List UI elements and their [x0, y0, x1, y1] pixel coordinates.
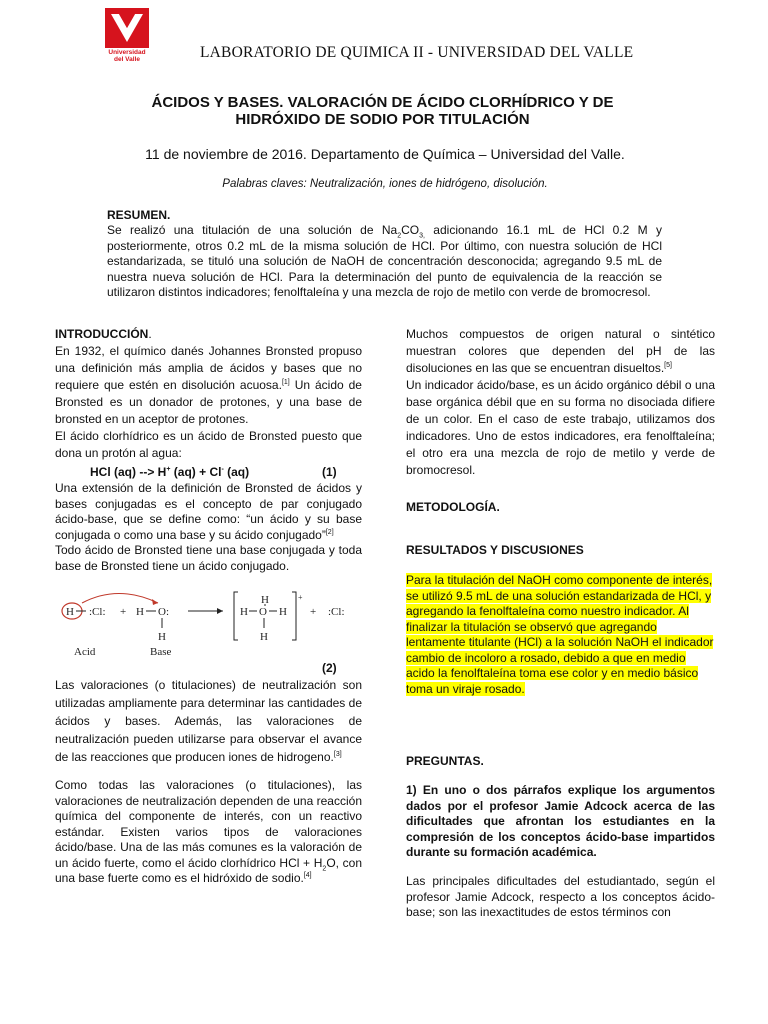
results-paragraph: [406, 573, 715, 697]
abstract-heading: RESUMEN.: [107, 208, 171, 222]
svg-text:H: H: [260, 631, 268, 643]
equation-1: HCl (aq) --> H+ (aq) + Cl- (aq) (1): [90, 465, 337, 479]
svg-text::Cl:: :Cl:: [89, 606, 106, 618]
intro-heading: INTRODUCCIÓN.: [55, 327, 152, 341]
intro-section: [55, 326, 362, 462]
logo-mark-icon: [105, 8, 149, 48]
right-paragraph-2: Un indicador ácido/base, es un ácido orgánico débil o una base orgánica débil que en su forma no disociada difiere de un color. En el caso de este trabajo, utilizamos dos indicadores. Uno de estos indicadores, era fenolftaleína; el otro era una mezcla de rojo de metilo y verde de bromocresol.: [406, 378, 715, 477]
date-line: 11 de noviembre de 2016. Departamento de Química – Universidad del Valle.: [145, 146, 625, 162]
keywords: Palabras claves: Neutralización, iones de hidrógeno, disolución.: [222, 178, 548, 190]
intro-paragraph-2: El ácido clorhídrico es un ácido de Bronsted puesto que dona un protón al agua:: [55, 429, 362, 460]
highlighted-results-text: Para la titulación del NaOH como componente de interés, se utilizó 9.5 mL de una solución estandarizada de HCl, y agregando la fenolftaleína como nuestro indicador. Al finalizar la titulación se observó que agregando lentamente titulante (HCl) a la solución NaOH el indicador cambio de incoloro a rosado, debido a que en medio acido la fenolftaleína toma ese color y en medio básico toma un viraje rosado.: [406, 573, 714, 696]
svg-text:H: H: [279, 606, 287, 618]
svg-text:+: +: [310, 606, 317, 618]
svg-text:H: H: [66, 606, 74, 618]
questions-heading: PREGUNTAS.: [406, 754, 484, 768]
abstract-text: Se realizó una titulación de una solución de $Na_2CO_{3,}$ adicionando 16.1 mL de HCl 0.2 M y posteriormente, otros 0.2 mL de la misma solución de HCl. Por último, con nuestra solución de HCl estandarizada, se tituló una solución de NaOH de concentración desconocida; agregando 9.5 mL de nuestra nueva solución de HCl. Para la determinación del punto de equivalencia de la reacción se utilizaron distintos indicadores; fenolftaleína y una mezcla de rojo de metilo con verde de bromocresol.: [107, 223, 663, 299]
question-1: 1) En uno o dos párrafos explique los argumentos dados por el profesor Jamie Adcock acerca de las dificultades que afrontan los estudiantes en la compresión de los conceptos ácido-base impartidos durante su formación académica.: [406, 783, 715, 859]
svg-text:O: O: [259, 606, 267, 618]
answer-1: Las principales dificultades del estudiantado, según el profesor Jamie Adcock, respecto a los conceptos ácido-base; son las inexactitudes de estos términos con: [406, 874, 715, 919]
paper-title-line2: HIDRÓXIDO DE SODIO POR TITULACIÓN: [235, 111, 530, 128]
intro-paragraph-5: Las valoraciones (o titulaciones) de neutralización son utilizadas ampliamente para determinar las cantidades de ácidos y bases. Además, las valoraciones de neutralización pueden utilizarse para observar el avance de las reacciones que producen iones de hidrogeno.[3]: [55, 678, 362, 764]
equation-2-number: (2): [322, 661, 337, 675]
svg-text:H: H: [136, 606, 144, 618]
acid-base-reaction-diagram: [58, 590, 358, 663]
svg-text:+: +: [298, 593, 303, 602]
methodology-heading: METODOLOGÍA.: [406, 500, 500, 514]
svg-text:O:: O:: [158, 606, 169, 618]
diagram-label-acid: Acid: [74, 646, 96, 658]
intro-paragraph-3: Una extensión de la definición de Bronsted de ácidos y bases conjugadas es el concepto de par conjugado ácido-base, que se define como: “un ácido y su base conjugada o como una base y su ácido conjugado”[2]: [55, 481, 362, 542]
intro-paragraph-1: En 1932, el químico danés Johannes Bronsted propuso una definición más amplia de ácidos y bases que no requiere que estén en disolución acuosa.[1] Un ácido de Bronsted es un donador de protones, y una base de bronsted en un aceptor de protones.: [55, 344, 362, 426]
diagram-label-base: Base: [150, 646, 172, 658]
svg-text:H: H: [158, 631, 166, 643]
conjugate-section: [55, 481, 362, 574]
svg-text:H: H: [261, 594, 269, 606]
svg-text::Cl:: :Cl:: [328, 606, 345, 618]
logo-text: Universidad del Valle: [108, 49, 146, 63]
titration-section: [55, 676, 362, 766]
equation-1-number: (1): [322, 465, 337, 479]
paper-title-line1: ÁCIDOS Y BASES. VALORACIÓN DE ÁCIDO CLORHÍDRICO Y DE: [151, 94, 614, 111]
intro-paragraph-6: Como todas las valoraciones (o titulaciones), las valoraciones de neutralización dependen de una reacción química del componente de interés, con un reactivo estándar. Existen varios tipos de valoraciones ácido/base. Una de las más comunes es la valoración de un ácido fuerte, como el ácido clorhídrico HCl + $H_2O$, con una base fuerte como es el hidróxido de sodio.[4]: [55, 778, 362, 885]
university-logo: [102, 8, 152, 70]
indicator-section: [406, 326, 715, 479]
intro-paragraph-4: Todo ácido de Bronsted tiene una base conjugada y toda base de Bronsted tiene un ácido conjugado.: [55, 543, 362, 573]
results-heading: RESULTADOS Y DISCUSIONES: [406, 543, 584, 557]
svg-text:+: +: [120, 606, 127, 618]
right-paragraph-1: Muchos compuestos de origen natural o sintético muestran colores que dependen del pH de las disoluciones en las que se encuentran disueltos.[5]: [406, 327, 715, 375]
lab-header: LABORATORIO DE QUIMICA II - UNIVERSIDAD DEL VALLE: [200, 44, 634, 61]
svg-text:H: H: [240, 606, 248, 618]
titration-section-2: [55, 778, 362, 887]
